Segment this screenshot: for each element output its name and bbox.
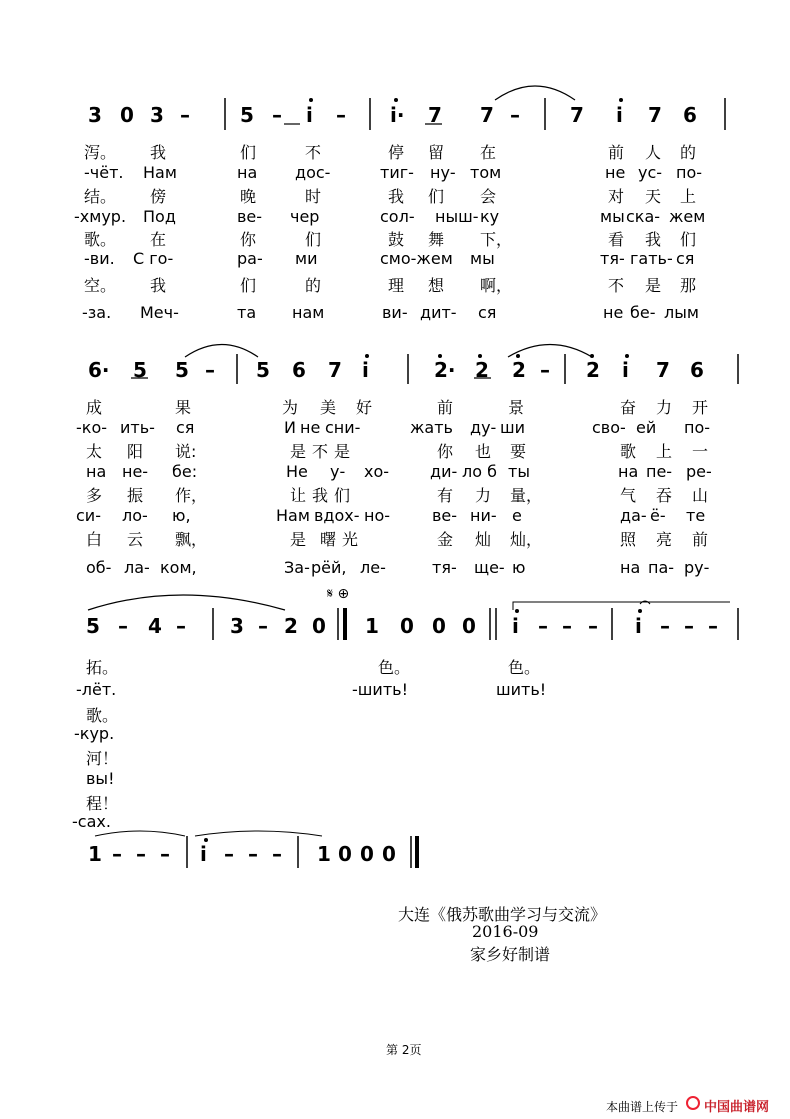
lyric: хо- — [364, 462, 390, 481]
lyric: 天 — [645, 187, 662, 206]
note: 0 — [462, 614, 476, 638]
tie-slur — [185, 345, 258, 358]
lyric: жем — [669, 207, 706, 226]
lyric: 我 — [150, 276, 167, 295]
note: i — [362, 358, 369, 382]
note: – — [258, 614, 268, 638]
note: – — [708, 614, 718, 638]
lyric: ус- — [638, 163, 663, 182]
lyric: 阳 — [127, 442, 144, 461]
note: – — [112, 842, 122, 866]
lyric: по- — [676, 163, 703, 182]
lyric: бе: — [172, 462, 198, 481]
lyric: 的 — [305, 276, 322, 295]
lyric: си- — [76, 506, 101, 525]
note: 5 — [256, 358, 270, 382]
lyric: мы — [470, 249, 495, 268]
lyric: ло б — [462, 462, 497, 481]
lyric: Не — [286, 462, 308, 481]
note: 7 — [480, 103, 494, 127]
note: 5 — [86, 614, 100, 638]
note: i — [306, 103, 313, 127]
lyric: 一 — [692, 442, 709, 461]
lyric: смо-жем — [380, 249, 453, 268]
lyric: ю — [512, 558, 526, 577]
note: i — [622, 358, 629, 382]
note: – — [224, 842, 234, 866]
lyric: ку — [480, 207, 500, 226]
lyric: 前 — [608, 143, 625, 162]
lyric: 我 — [645, 230, 662, 249]
lyric: ви- — [382, 303, 408, 322]
lyric: ся — [176, 418, 195, 437]
lyric: 在 — [480, 143, 497, 162]
lyric: Под — [143, 207, 176, 226]
lyric: ска- — [626, 207, 661, 226]
lyric: 有 — [437, 486, 454, 505]
note: 3 — [230, 614, 244, 638]
lyric: 金 — [437, 530, 454, 549]
lyric: 灿 — [475, 530, 492, 549]
lyric: 歌。 — [86, 706, 119, 725]
note: – — [510, 103, 520, 127]
lyric: та — [237, 303, 257, 322]
note: 7 — [328, 358, 342, 382]
lyric: 晚 — [240, 187, 257, 206]
octave-dot — [394, 98, 398, 102]
lyric: 上 — [680, 187, 697, 206]
lyric: 河！ — [86, 749, 119, 768]
tie-slur — [195, 831, 322, 836]
lyric: 要 — [510, 442, 527, 461]
note: – — [272, 103, 282, 127]
lyric: -сах. — [72, 812, 111, 831]
lyric: -за. — [82, 303, 112, 322]
note: 6 — [683, 103, 697, 127]
note: – — [136, 842, 146, 866]
note: – — [176, 614, 186, 638]
note: – — [160, 842, 170, 866]
lyric: ру- — [684, 558, 710, 577]
tie-slur — [495, 86, 575, 100]
note: 0 — [432, 614, 446, 638]
note: – — [562, 614, 572, 638]
tie-slur — [88, 595, 285, 610]
lyric: ми — [295, 249, 318, 268]
lyric: 歌。 — [84, 230, 117, 249]
lyric: 光 — [342, 530, 359, 549]
lyric: -ко- — [76, 418, 107, 437]
lyric: нам — [292, 303, 325, 322]
lyric: 照 — [620, 530, 637, 549]
lyric: 灿， — [510, 530, 543, 549]
note: 5 — [175, 358, 189, 382]
lyric: 是 — [334, 442, 351, 461]
lyric: сво- — [592, 418, 626, 437]
lyric: 下， — [480, 230, 513, 249]
lyric: 们 — [240, 276, 257, 295]
lyric: 我 — [388, 187, 405, 206]
lyric: 作， — [175, 486, 208, 505]
lyric: ну- — [430, 163, 456, 182]
lyric: тя- — [432, 558, 457, 577]
lyric: вдох- — [314, 506, 360, 525]
lyric: 山 — [692, 486, 709, 505]
lyric: да- — [620, 506, 647, 525]
lyric: на — [620, 558, 641, 577]
lyric: 的 — [680, 143, 697, 162]
lyric: 太 — [86, 442, 103, 461]
note: 0 — [120, 103, 134, 127]
note: – — [538, 614, 548, 638]
lyric: 曙 — [320, 530, 337, 549]
lyric: -чёт. — [84, 163, 124, 182]
lyric: лым — [664, 303, 699, 322]
lyric: 是 — [290, 530, 307, 549]
lyric: 舞 — [428, 230, 445, 249]
lyric: 们 — [680, 230, 697, 249]
lyric: -ви. — [84, 249, 115, 268]
lyric: 你 — [437, 442, 454, 461]
lyric: 们 — [334, 486, 351, 505]
lyric: не — [300, 418, 321, 437]
note: – — [540, 358, 550, 382]
lyric: 也 — [475, 442, 492, 461]
site-logo-text[interactable]: 中国曲谱网 — [704, 1100, 770, 1115]
lyric: -хмур. — [74, 207, 127, 226]
lyric: Нам — [143, 163, 177, 182]
lyric: ра- — [237, 249, 263, 268]
lyric: гать- — [630, 249, 673, 268]
lyric: 们 — [428, 187, 445, 206]
lyric: шить! — [496, 680, 547, 699]
lyric: не — [603, 303, 624, 322]
lyric: 成 — [86, 398, 103, 417]
lyric: -шить! — [352, 680, 408, 699]
note: – — [205, 358, 215, 382]
note: 6· — [88, 358, 110, 382]
lyric: ле- — [360, 558, 386, 577]
lyric: 会 — [480, 187, 497, 206]
lyric: об- — [86, 558, 112, 577]
note: 6 — [690, 358, 704, 382]
note: 0 — [312, 614, 326, 638]
lyric: 留 — [428, 143, 445, 162]
note: – — [272, 842, 282, 866]
note: 0 — [400, 614, 414, 638]
note: 3 — [150, 103, 164, 127]
tie-slur — [95, 831, 185, 836]
credit-author: 家乡好制谱 — [470, 945, 551, 964]
tie-slur — [508, 345, 592, 358]
lyric: ни- — [470, 506, 497, 525]
lyric: Меч- — [140, 303, 179, 322]
note: i — [512, 614, 519, 638]
lyric: 程！ — [86, 794, 119, 813]
lyric: тя- — [600, 249, 625, 268]
lyric: тиг- — [380, 163, 414, 182]
lyric: ком, — [160, 558, 197, 577]
lyric: 为 — [282, 398, 299, 417]
note: 5 — [133, 358, 147, 382]
note: 7 — [570, 103, 584, 127]
lyric: 我 — [150, 143, 167, 162]
segno-coda-icon: 𝄋 ⊕ — [327, 586, 350, 602]
lyric: ты — [508, 462, 530, 481]
note: 7 — [428, 103, 442, 127]
lyric: 让 — [290, 486, 307, 505]
lyric: 你 — [240, 230, 257, 249]
note: – — [336, 103, 346, 127]
lyric: -кур. — [74, 724, 115, 743]
note: 2 — [284, 614, 298, 638]
lyric: 景 — [508, 398, 525, 417]
credit-group-name: 大连《俄苏歌曲学习与交流》 — [398, 905, 607, 924]
lyric: вы! — [86, 769, 115, 788]
lyric: ю, — [172, 506, 191, 525]
note: 5 — [240, 103, 254, 127]
lyric: 奋 — [620, 398, 637, 417]
lyric: ся — [676, 249, 695, 268]
lyric: 泻。 — [84, 143, 117, 162]
lyric: на — [618, 462, 639, 481]
lyric: 们 — [305, 230, 322, 249]
lyric: сол- — [380, 207, 415, 226]
lyric: За- — [284, 558, 310, 577]
volta-bracket — [513, 602, 730, 610]
lyric: ё- — [650, 506, 666, 525]
upload-note: 本曲谱上传于 — [606, 1100, 679, 1114]
note: – — [248, 842, 258, 866]
note: i· — [390, 103, 405, 127]
lyric: 不 — [608, 276, 625, 295]
lyric: не — [605, 163, 626, 182]
note: 7 — [656, 358, 670, 382]
lyric: 停 — [388, 143, 405, 162]
lyric: 气 — [620, 486, 637, 505]
note: 2· — [434, 358, 456, 382]
lyric: 鼓 — [388, 230, 405, 249]
lyric: жать — [410, 418, 453, 437]
lyric: бе- — [630, 303, 656, 322]
note: 1 — [365, 614, 379, 638]
note: i — [200, 842, 207, 866]
lyric: ши — [500, 418, 526, 437]
lyric: 前 — [437, 398, 454, 417]
lyric: 飘， — [175, 530, 208, 549]
lyric: 云 — [127, 530, 144, 549]
lyric: ве- — [432, 506, 458, 525]
lyric: 傍 — [150, 187, 167, 206]
note: – — [684, 614, 694, 638]
lyric: 量， — [510, 486, 543, 505]
lyric: 时 — [305, 187, 322, 206]
lyric: 色。 — [508, 658, 541, 677]
lyric: дос- — [295, 163, 331, 182]
lyric: е — [512, 506, 522, 525]
lyric: 结。 — [84, 187, 117, 206]
octave-dot — [638, 609, 642, 613]
lyric: мы — [600, 207, 625, 226]
note: 1 — [317, 842, 331, 866]
lyric: 空。 — [84, 276, 117, 295]
lyric: ся — [478, 303, 497, 322]
lyric: 前 — [692, 530, 709, 549]
lyric: 看 — [608, 230, 625, 249]
lyric: 吞 — [656, 486, 673, 505]
lyric: 色。 — [378, 658, 411, 677]
lyric: 说: — [175, 442, 197, 461]
credit-date: 2016-09 — [472, 922, 539, 941]
lyric: ве- — [237, 207, 263, 226]
lyric: сни- — [325, 418, 361, 437]
note: – — [118, 614, 128, 638]
lyric: 歌 — [620, 442, 637, 461]
lyric: ла- — [124, 558, 150, 577]
lyric: у- — [330, 462, 346, 481]
note: 2 — [512, 358, 526, 382]
lyric: 我 — [312, 486, 329, 505]
lyric: по- — [684, 418, 711, 437]
lyric: 是 — [645, 276, 662, 295]
lyric: пе- — [646, 462, 673, 481]
note: 0 — [338, 842, 352, 866]
note: – — [180, 103, 190, 127]
page-number: 第 2页 — [386, 1043, 422, 1057]
note: 4 — [148, 614, 162, 638]
lyric: 多 — [86, 486, 103, 505]
lyric: 在 — [150, 230, 167, 249]
lyric: 是 — [290, 442, 307, 461]
lyric: том — [470, 163, 502, 182]
lyric: 开 — [692, 398, 709, 417]
note: 6 — [292, 358, 306, 382]
note: i — [635, 614, 642, 638]
lyric: на — [86, 462, 107, 481]
lyric: 们 — [240, 143, 257, 162]
note: 2 — [586, 358, 600, 382]
lyric: ди- — [430, 462, 458, 481]
lyric: 力 — [656, 398, 673, 417]
lyric: 亮 — [656, 530, 673, 549]
note: 0 — [382, 842, 396, 866]
site-logo-icon — [686, 1096, 700, 1110]
lyric: 振 — [127, 486, 144, 505]
lyric: на — [237, 163, 258, 182]
lyric: 力 — [475, 486, 492, 505]
note: – — [588, 614, 598, 638]
note: 0 — [360, 842, 374, 866]
lyric: ло- — [122, 506, 148, 525]
lyric: дит- — [420, 303, 457, 322]
lyric: 白 — [86, 530, 103, 549]
lyric: ще- — [474, 558, 505, 577]
lyric: Нам — [276, 506, 310, 525]
lyric: 人 — [645, 143, 662, 162]
lyric: И — [284, 418, 296, 437]
lyric: 好 — [356, 398, 373, 417]
octave-dot — [515, 609, 519, 613]
note: 2 — [475, 358, 489, 382]
lyric: рёй, — [311, 558, 347, 577]
octave-dot — [619, 98, 623, 102]
note: i — [616, 103, 623, 127]
lyric: 上 — [656, 442, 673, 461]
note: 1 — [88, 842, 102, 866]
lyric: те — [686, 506, 706, 525]
lyric: па- — [648, 558, 675, 577]
lyric: 理 — [388, 276, 405, 295]
lyric: 美 — [320, 398, 337, 417]
lyric: 那 — [680, 276, 697, 295]
lyric: 想 — [428, 276, 445, 295]
lyric: 不 — [312, 442, 329, 461]
note: 3 — [88, 103, 102, 127]
lyric: -лёт. — [76, 680, 117, 699]
lyric: 对 — [608, 187, 625, 206]
note: 7 — [648, 103, 662, 127]
octave-dot — [309, 98, 313, 102]
lyric: 不 — [305, 143, 322, 162]
note: – — [660, 614, 670, 638]
lyric: ей — [636, 418, 657, 437]
lyric: 果 — [175, 398, 192, 417]
lyric: 啊， — [480, 276, 513, 295]
lyric: чер — [290, 207, 320, 226]
lyric: ныш- — [435, 207, 479, 226]
lyric: ить- — [120, 418, 155, 437]
lyric: но- — [364, 506, 391, 525]
lyric: ду- — [470, 418, 497, 437]
lyric: С го- — [133, 249, 174, 268]
lyric: не- — [122, 462, 149, 481]
lyric: 拓。 — [86, 658, 119, 677]
lyric: ре- — [686, 462, 712, 481]
